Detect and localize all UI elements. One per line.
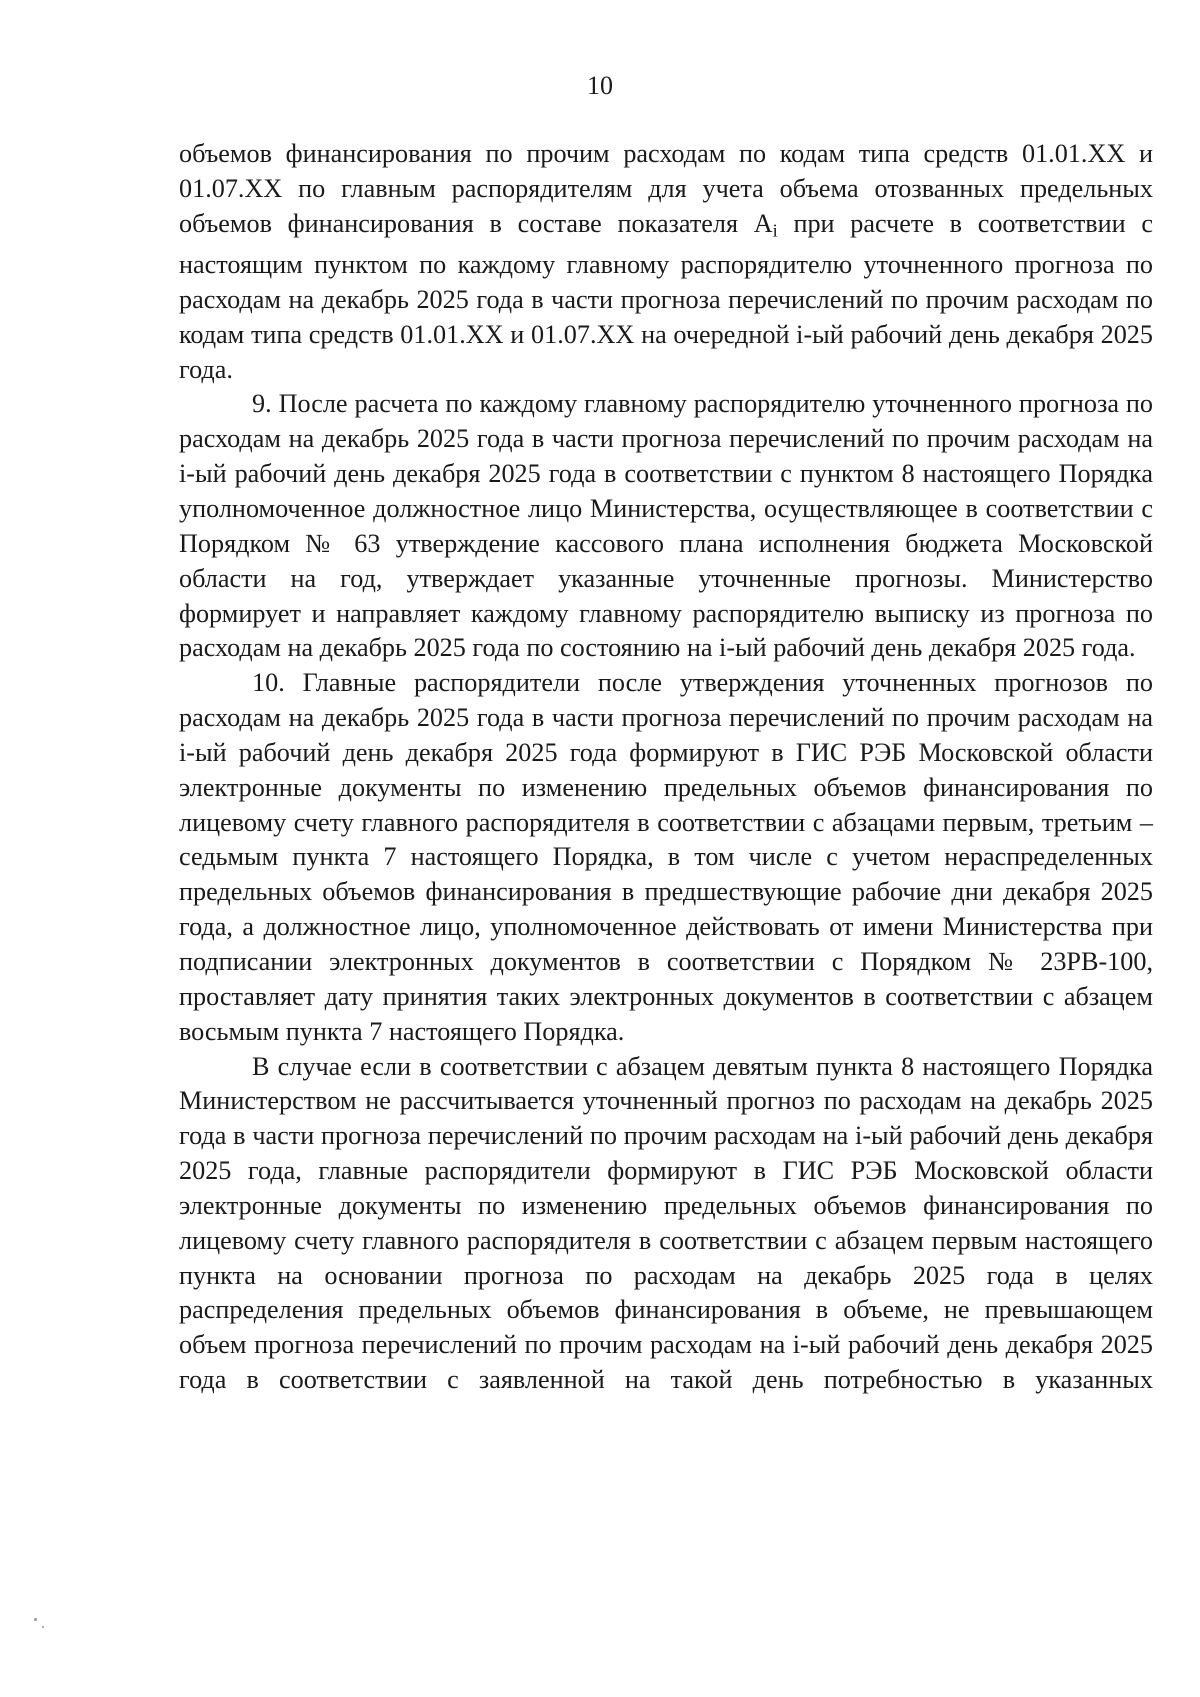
paragraph-continuation-text-after: при расчете в соответствии с настоящим пунктом по каждому главному распорядителю уточненного прогноза по расходам на декабрь 2025 года в части прогноза перечислений по прочим расходам по кодам типа средств 01.01.XX и 01.07.XX на очередной i-ый рабочий день декабря 2025 года. — [179, 208, 1153, 384]
scan-speck — [42, 1626, 44, 1628]
paragraph-continuation-text-before: объемов финансирования по прочим расходам по кодам типа средств 01.01.XX и 01.07.XX по главным распорядителям для учета объема отозванных предельных объемов финансирования в составе показателя A — [179, 139, 1153, 238]
paragraph-item-10: 10. Главные распорядители после утверждения уточненных прогнозов по расходам на декабрь 2025 года в части прогноза перечислений по прочим расходам на i-ый рабочий день декабря 2025 года формируют в ГИС РЭБ Московской области электронные документы по изменению предельных объемов финансирования по лицевому счету главного распорядителя в соответствии с абзацами первым, третьим – седьмым пункта 7 настоящего Порядка, в том числе с учетом нераспределенных предельных объемов финансирования в предшествующие рабочие дни декабря 2025 года, а должностное лицо, уполномоченное действовать от имени Министерства при подписании электронных документов в соответствии с Порядком № 23РВ-100, проставляет дату принятия таких электронных документов в соответствии с абзацем восьмым пункта 7 настоящего Порядка. — [179, 668, 1153, 1046]
paragraph-item-9: 9. После расчета по каждому главному распорядителю уточненного прогноза по расходам на декабрь 2025 года в части прогноза перечислений по прочим расходам на i-ый рабочий день декабря 2025 года в соответствии с пунктом 8 настоящего Порядка уполномоченное должностное лицо Министерства, осуществляющее в соответствии с Порядком № 63 утверждение кассового плана исполнения бюджета Московской области на год, утверждает указанные уточненные прогнозы. Министерство формирует и направляет каждому главному распорядителю выписку из прогноза по расходам на декабрь 2025 года по состоянию на i-ый рабочий день декабря 2025 года. — [179, 389, 1153, 663]
page-number: 10 — [587, 71, 613, 100]
scan-speck — [34, 1618, 37, 1621]
paragraph-continuation — [179, 137, 1153, 387]
paragraph-item-10-case: В случае если в соответствии с абзацем девятым пункта 8 настоящего Порядка Министерством не рассчитывается уточненный прогноз по расходам на декабрь 2025 года в части прогноза перечислений по прочим расходам на i-ый рабочий день декабря 2025 года, главные распорядители формируют в ГИС РЭБ Московской области электронные документы по изменению предельных объемов финансирования по лицевому счету главного распорядителя в соответствии с абзацем первым настоящего пункта на основании прогноза по расходам на декабрь 2025 года в целях распределения предельных объемов финансирования в объеме, не превышающем объем прогноза перечислений по прочим расходам на i-ый рабочий день декабря 2025 года в соответствии с заявленной на такой день потребностью в указанных — [179, 1051, 1153, 1395]
indicator-subscript: i — [772, 220, 778, 241]
document-body — [179, 137, 1153, 1398]
